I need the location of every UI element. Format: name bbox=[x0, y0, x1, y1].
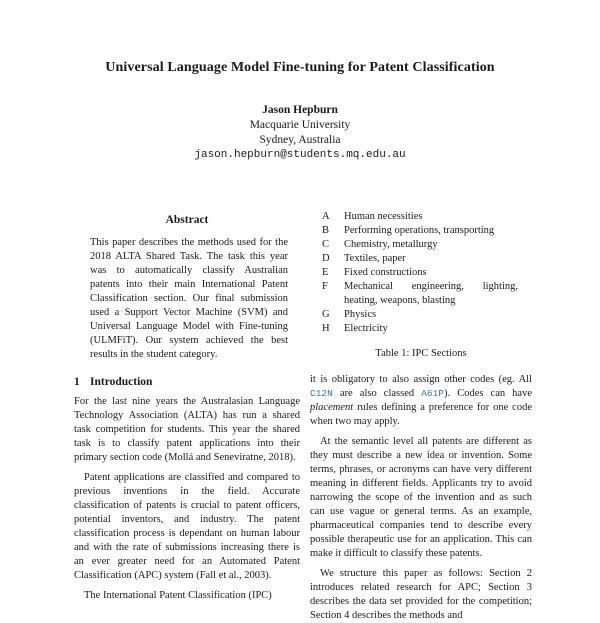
ipc-code: B bbox=[322, 225, 330, 236]
table-row bbox=[310, 308, 532, 322]
ipc-description: Fixed constructions bbox=[344, 267, 427, 278]
table-row bbox=[310, 224, 532, 238]
table-row bbox=[310, 280, 532, 308]
ipc-code: G bbox=[322, 309, 330, 320]
table-caption: Table 1: IPC Sections bbox=[375, 348, 467, 359]
paper-title: Universal Language Model Fine-tuning for Patent Classification bbox=[105, 60, 495, 75]
table-row bbox=[310, 210, 532, 224]
italic-term: placement bbox=[310, 402, 354, 413]
text-fragment: are also classed bbox=[339, 388, 415, 399]
ipc-description: Chemistry, metallurgy bbox=[344, 239, 438, 250]
right-column bbox=[310, 210, 532, 623]
ipc-code: A bbox=[322, 211, 330, 222]
ipc-sections-table bbox=[310, 210, 532, 336]
section-number: 1 bbox=[74, 376, 80, 388]
table-row bbox=[310, 266, 532, 280]
ipc-code: E bbox=[322, 267, 329, 278]
table-row bbox=[310, 238, 532, 252]
table-row bbox=[310, 322, 532, 336]
intro-paragraph-2: Patent applications are classified and compared to previous inventions in the field. Accurate classification of patents is crucial to patent officers, potential inventors, and industry. The patent classification process is dependant on human labour and with the rate of submissions increasing there is an ever greater need for an Automated Patent Classification (APC) system (Fall et al., 2003). bbox=[74, 472, 300, 581]
right-paragraph-1 bbox=[310, 373, 532, 429]
ipc-code: H bbox=[322, 323, 330, 334]
text-fragment: it is obligatory to also assign other codes (eg. All bbox=[310, 374, 532, 385]
ipc-description: Textiles, paper bbox=[344, 253, 406, 264]
intro-paragraph-3: The International Patent Classification (IPC) bbox=[84, 590, 272, 601]
author-name: Jason Hepburn bbox=[262, 104, 338, 116]
section-heading-introduction bbox=[74, 376, 300, 388]
author-email: jason.hepburn@students.mq.edu.au bbox=[194, 149, 406, 161]
author-location: Sydney, Australia bbox=[259, 134, 341, 146]
text-fragment: ). Codes can have bbox=[444, 388, 532, 399]
ipc-code: F bbox=[322, 281, 328, 292]
right-paragraph-3: We structure this paper as follows: Section 2 introduces related research for APC; Section 3 describes the data set provided for the competition; Section 4 describes the methods and bbox=[310, 568, 532, 621]
table-row bbox=[310, 252, 532, 266]
ipc-code-reference: C12N bbox=[310, 388, 333, 399]
section-title: Introduction bbox=[90, 376, 153, 388]
author-block bbox=[0, 103, 600, 163]
author-affiliation: Macquarie University bbox=[249, 119, 351, 131]
intro-paragraph-1: For the last nine years the Australasian Language Technology Association (ALTA) has run a shared task competition for students. This year the shared task is to classify patent applications into their primary section code (Mollá and Seneviratne, 2018). bbox=[74, 396, 300, 463]
text-fragment: rules defining a preference for one code when two may apply. bbox=[310, 402, 532, 427]
abstract-text: This paper describes the methods used for the 2018 ALTA Shared Task. The task this year was to automatically classify Australian patents into their main International Patent Classification section. Our final submission used a Support Vector Machine (SVM) and Universal Language Model with Fine-tuning (ULMFiT). Our system achieved the best results in the student category. bbox=[90, 237, 288, 360]
ipc-description: Physics bbox=[344, 309, 377, 320]
abstract-heading: Abstract bbox=[165, 214, 209, 226]
right-paragraph-2: At the semantic level all patents are different as they must describe a new idea or invention. Some terms, phrases, or acronyms can have very different meaning in different fields. Applicants try to avoid narrowing the scope of the invention and as such can use vague or general terms. As an example, pharmaceutical companies tend to describe every possible therapeutic use for an application. This can make it difficult to classify these patents. bbox=[310, 436, 532, 559]
ipc-description: Human necessities bbox=[344, 211, 423, 222]
ipc-code: C bbox=[322, 239, 330, 250]
ipc-code-reference: A61P bbox=[421, 388, 444, 399]
ipc-description: Performing operations, transporting bbox=[344, 225, 495, 236]
left-column bbox=[74, 214, 300, 603]
ipc-code: D bbox=[322, 253, 330, 264]
ipc-description: Mechanical engineering, lighting, heating, weapons, blasting bbox=[344, 281, 518, 306]
ipc-description: Electricity bbox=[344, 323, 388, 334]
